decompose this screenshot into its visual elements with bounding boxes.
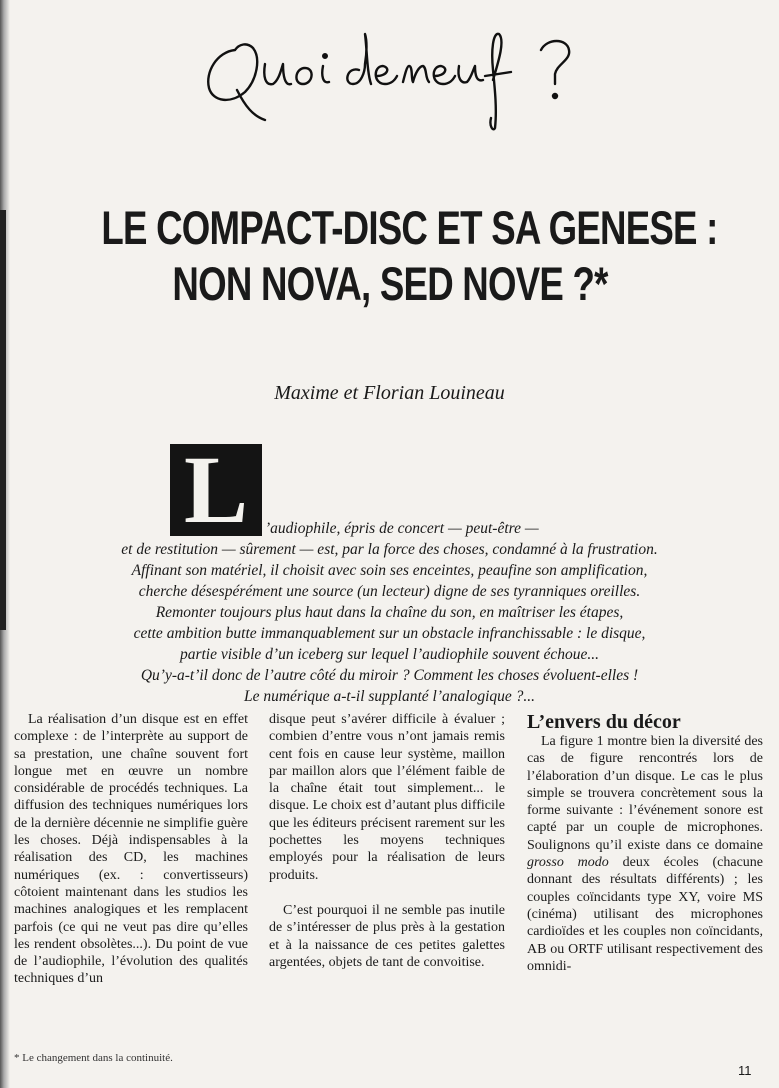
intro-line: cherche désespérément une source (un lecteur) digne de ses tyranniques oreilles. — [138, 583, 641, 600]
intro-line: Affinant son matériel, il choisit avec soin ses enceintes, peaufine son amplification, — [131, 562, 648, 579]
intro-line: ’audiophile, épris de concert — peut-être — — [265, 520, 539, 537]
paragraph: C’est pourquoi il ne semble pas inutile de s’intéresser de plus près à la gestation et à la naissance de ces petites galettes argentées, objets de tant de convoitise. — [269, 902, 505, 970]
column-1 — [14, 711, 248, 988]
footnote: * Le changement dans la continuité. — [14, 1052, 173, 1064]
handwritten-rubric — [195, 20, 595, 135]
paragraph: La réalisation d’un disque est en effet complexe : de l’interprète au support de sa prestation, une chaîne souvent fort longue met en œuvre un nombre considérable de procédés techniques. La diffusion des techniques numériques lors de la dernière décennie ne simplifie guère les choses. Déjà indispensables à la réalisation des CD, les machines numériques (ex. : convertisseurs) côtoient maintenant dans les studios les machines analogiques et les remplacent parfois (ce qui ne veut pas dire qu’elles les rendent obsolètes...). Du point de vue de l’audiophile, l’évolution des qualités techniques d’un — [14, 712, 248, 987]
article-authors: Maxime et Florian Louineau — [274, 382, 505, 404]
paragraph — [527, 733, 763, 975]
title-line-2: NON NOVA, SED NOVE ?* — [172, 257, 608, 310]
drop-cap: L — [170, 444, 262, 536]
title-line-1: LE COMPACT-DISC ET SA GENESE : — [101, 201, 718, 254]
article-title — [101, 200, 718, 312]
intro-line: cette ambition butte immanquablement sur un obstacle infranchissable : le disque, — [133, 625, 646, 642]
paragraph-text: La figure 1 montre bien la diversité des cas de figure rencontrés lors de l’élaboration d’un disque. Le cas le plus simple se trouvera concrètement sous la forme suivante : l’événement sonore est capté par un couple de microphones. Soulignons qu’il existe dans ce domaine — [527, 734, 763, 853]
paragraph-italic-text: grosso modo — [527, 855, 609, 871]
column-3 — [527, 711, 763, 975]
paragraph-text: deux écoles (chacune donnant des résultats différents) ; les couples coïncidants type XY, voire MS (cinéma) utilisant des microphones cardioïdes et les couples non coïncidants, AB ou ORTF utilisant respectivement des omnidi- — [527, 855, 763, 974]
intro-line: Le numérique a-t-il supplanté l’analogique ?... — [243, 688, 536, 705]
page-number: 11 — [738, 1063, 752, 1078]
intro-line: partie visible d’un iceberg sur lequel l’audiophile souvent échoue... — [179, 646, 600, 663]
intro-line: Remonter toujours plus haut dans la chaîne du son, en maîtriser les étapes, — [155, 604, 624, 621]
section-heading: L’envers du décor — [527, 711, 681, 733]
paragraph: disque peut s’avérer difficile à évaluer ; combien d’entre vous n’ont jamais remis cent fois en cause leur système, maillon par maillon alors que l’élément faible de la chaîne était tout simplement... le disque. Le choix est d’autant plus difficile que les éditeurs précisent rarement sur les pochettes les moyens techniques employés pour la réalisation de leurs produits. — [269, 712, 505, 883]
column-2 — [269, 711, 505, 971]
intro-line: Qu’y-a-t’il donc de l’autre côté du miroir ? Comment les choses évoluent-elles ! — [140, 667, 639, 684]
intro-line: et de restitution — sûrement — est, par la force des choses, condamné à la frustration. — [121, 541, 658, 558]
